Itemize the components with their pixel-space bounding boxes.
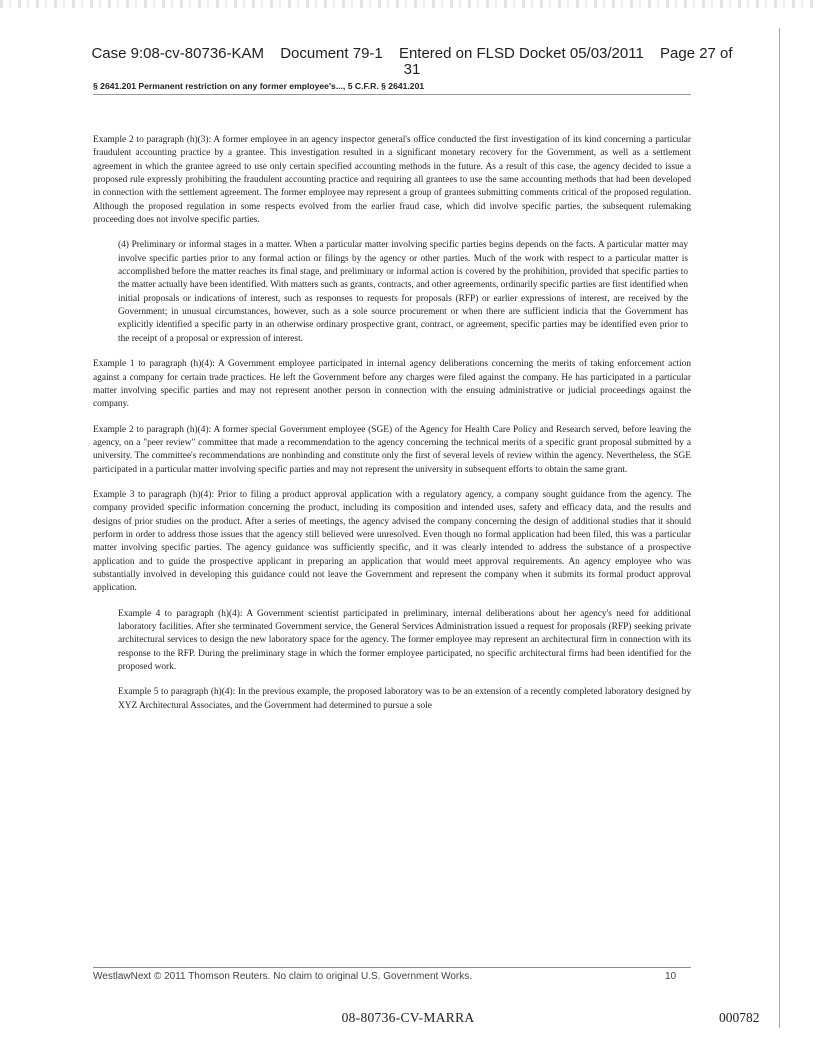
paragraph-example-1-h4: Example 1 to paragraph (h)(4): A Government employee participated in internal agency deliberations concerning the merits of taking enforcement action against a company for certain trade practices. He left the Government before any charges were filed against the company. He has participated in a particular matter involving specific parties and may not represent another person in connection with the ensuing administrative or judicial proceedings against the company.: [93, 359, 691, 410]
footer-copyright: WestlawNext © 2011 Thomson Reuters. No claim to original U.S. Government Works.: [93, 971, 472, 982]
bates-number: 000782: [719, 1010, 760, 1025]
paragraph-example-4-h4: Example 4 to paragraph (h)(4): A Government scientist participated in preliminary, internal deliberations about her agency's need for additional laboratory facilities. After she terminated Government service, the General Services Administration issued a request for proposals (RFP) seeking private architectural services to design the new laboratory space for the agency. The former employee may represent an architectural firm in connection with its response to the RFP. During the preliminary stage in which the former employee participated, no specific architectural firms had been identified for the proposed work.: [118, 608, 691, 673]
document-body: [93, 134, 691, 713]
document-subtitle: § 2641.201 Permanent restriction on any former employee's..., 5 C.F.R. § 2641.201: [93, 81, 425, 91]
scan-margin-line: [779, 28, 780, 1028]
paragraph-h4-preliminary: (4) Preliminary or informal stages in a matter. When a particular matter involving specific parties begins depends on the facts. A particular matter may involve specific parties prior to any formal action or filings by the agency or other parties. Much of the work with respect to a particular matter is accomplished before the matter reaches its final stage, and preliminary or informal action is covered by the prohibition, provided that specific parties to the matter actually have been identified. With matters such as grants, contracts, and other agreements, ordinarily specific parties are first identified when initial proposals or indications of interest, such as responses to requests for proposals (RFP) or earlier expressions of interest, are received by the Government; in unusual circumstances, however, such as a sole source procurement or when there are sufficient indicia that the Government has explicitly identified a specific party in an otherwise ordinary prospective grant, contract, or agreement, specific parties may be identified even prior to the receipt of a proposal or expression of interest.: [118, 240, 688, 344]
paragraph-example-5-h4: Example 5 to paragraph (h)(4): In the previous example, the proposed laboratory was to be an extension of a recently completed laboratory designed by XYZ Architectural Associates, and the Government had determined to pursue a sole: [118, 687, 691, 711]
docket-entry: Entered on FLSD Docket 05/03/2011: [398, 45, 644, 62]
subtitle-divider: [93, 94, 691, 95]
paragraph-example-3-h4: Example 3 to paragraph (h)(4): Prior to filing a product approval application with a regulatory agency, a company sought guidance from the agency. The company provided specific information concerning the product, including its composition and intended uses, safety and efficacy data, and the results and designs of prior studies on the product. After a series of meetings, the agency advised the company concerning the design of additional studies that it should perform in order to address those issues that the agency still believed were unresolved. Even though no formal application had been filed, this was a particular matter involving specific parties. The agency guidance was sufficiently specific, and it was clearly intended to address the substance of a prospective application and to guide the prospective applicant in preparing an application that would meet approval requirements. An agency employee who was substantially involved in developing this guidance could not leave the Government and represent the company when it submits its formal product approval application.: [93, 489, 691, 594]
footer-divider: [93, 967, 691, 968]
bates-label: 08-80736-CV-MARRA: [341, 1010, 475, 1025]
paragraph-example-2-h3: Example 2 to paragraph (h)(3): A former employee in an agency inspector general's office conducted the first investigation of its kind concerning a particular fraudulent accounting practice by a grantee. This investigation resulted in a significant monetary recovery for the Government, as well as a settlement agreement in which the grantee agreed to use only certain specified accounting methods in the future. As a result of this case, the agency decided to issue a proposed rule expressly prohibiting the fraudulent accounting practice and requiring all grantees to use the same accounting methods that had been developed in connection with the settlement agreement. The former employee may represent a group of grantees submitting comments critical of the proposed regulation. Although the proposed regulation in some respects evolved from the earlier fraud case, which did involve specific parties, the subsequent rulemaking proceeding does not involve specific parties.: [93, 135, 691, 226]
scan-artifact-top: [0, 0, 816, 8]
case-number: Case 9:08-cv-80736-KAM: [91, 45, 265, 62]
paragraph-example-2-h4: Example 2 to paragraph (h)(4): A former special Government employee (SGE) of the Agency for Health Care Policy and Research served, before leaving the agency, on a "peer review" committee that made a recommendation to the agency concerning the technical merits of a specific grant proposal submitted by a university. The committee's recommendations are nonbinding and constitute only the first of several levels of review within the agency. Nevertheless, the SGE participated in a particular matter involving specific parties and may not represent the university in subsequent efforts to obtain the same grant.: [93, 424, 691, 475]
page-total: 31: [403, 61, 421, 78]
court-header: [62, 46, 762, 78]
document-number: Document 79-1: [280, 45, 383, 62]
court-header-line: [62, 46, 762, 62]
footer-page-number: 10: [665, 971, 677, 982]
page-of: Page 27 of: [660, 45, 733, 62]
